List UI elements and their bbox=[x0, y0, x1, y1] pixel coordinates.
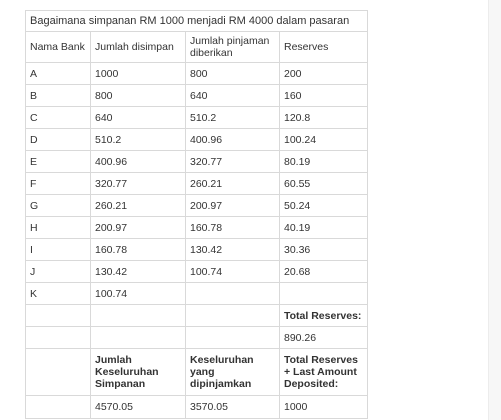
table-data-body bbox=[26, 63, 368, 305]
bank-deposit-table bbox=[25, 10, 368, 419]
cell-bank-name: F bbox=[26, 173, 91, 195]
cell-reserves: 50.24 bbox=[280, 195, 368, 217]
cell-amount-deposited: 130.42 bbox=[91, 261, 186, 283]
cell-amount-loaned: 800 bbox=[186, 63, 280, 85]
total-reserves-label: Total Reserves: bbox=[280, 305, 368, 327]
cell-reserves: 120.8 bbox=[280, 107, 368, 129]
empty-cell bbox=[186, 305, 280, 327]
cell-amount-loaned: 130.42 bbox=[186, 239, 280, 261]
table-title-row bbox=[26, 11, 368, 32]
cell-bank-name: I bbox=[26, 239, 91, 261]
cell-bank-name: C bbox=[26, 107, 91, 129]
table-row bbox=[26, 107, 368, 129]
cell-bank-name: J bbox=[26, 261, 91, 283]
empty-cell bbox=[26, 327, 91, 349]
table-row bbox=[26, 173, 368, 195]
table-row bbox=[26, 85, 368, 107]
cell-amount-deposited: 400.96 bbox=[91, 151, 186, 173]
cell-bank-name: E bbox=[26, 151, 91, 173]
cell-bank-name: B bbox=[26, 85, 91, 107]
table-row bbox=[26, 217, 368, 239]
table-row bbox=[26, 239, 368, 261]
summary-header-total-deposits: Jumlah Keseluruhan Simpanan bbox=[91, 349, 186, 396]
cell-amount-deposited: 1000 bbox=[91, 63, 186, 85]
cell-reserves: 200 bbox=[280, 63, 368, 85]
table-row bbox=[26, 129, 368, 151]
cell-amount-deposited: 510.2 bbox=[91, 129, 186, 151]
cell-amount-deposited: 640 bbox=[91, 107, 186, 129]
summary-header-blank bbox=[26, 349, 91, 396]
cell-bank-name: G bbox=[26, 195, 91, 217]
table-row bbox=[26, 261, 368, 283]
cell-reserves: 30.36 bbox=[280, 239, 368, 261]
cell-amount-loaned: 100.74 bbox=[186, 261, 280, 283]
cell-bank-name: K bbox=[26, 283, 91, 305]
header-reserves: Reserves bbox=[280, 32, 368, 63]
table-header-row bbox=[26, 32, 368, 63]
summary-value-total-loaned: 3570.05 bbox=[186, 396, 280, 419]
header-amount-loaned: Jumlah pinjaman diberikan bbox=[186, 32, 280, 63]
cell-amount-loaned: 510.2 bbox=[186, 107, 280, 129]
total-reserves-value: 890.26 bbox=[280, 327, 368, 349]
cell-bank-name: H bbox=[26, 217, 91, 239]
table-row bbox=[26, 151, 368, 173]
cell-reserves: 80.19 bbox=[280, 151, 368, 173]
summary-value-row bbox=[26, 396, 368, 419]
cell-amount-deposited: 800 bbox=[91, 85, 186, 107]
cell-amount-deposited: 100.74 bbox=[91, 283, 186, 305]
cell-bank-name: A bbox=[26, 63, 91, 85]
total-reserves-label-row bbox=[26, 305, 368, 327]
table-row bbox=[26, 195, 368, 217]
cell-amount-loaned: 400.96 bbox=[186, 129, 280, 151]
empty-cell bbox=[186, 327, 280, 349]
cell-amount-deposited: 260.21 bbox=[91, 195, 186, 217]
cell-reserves: 60.55 bbox=[280, 173, 368, 195]
cell-amount-loaned: 260.21 bbox=[186, 173, 280, 195]
summary-value-total-reserves: 1000 bbox=[280, 396, 368, 419]
header-amount-deposited: Jumlah disimpan bbox=[91, 32, 186, 63]
summary-header-total-loaned: Keseluruhan yang dipinjamkan bbox=[186, 349, 280, 396]
cell-amount-loaned: 320.77 bbox=[186, 151, 280, 173]
cell-amount-deposited: 320.77 bbox=[91, 173, 186, 195]
table-title: Bagaimana simpanan RM 1000 menjadi RM 4000 dalam pasaran bbox=[26, 11, 368, 32]
cell-amount-loaned bbox=[186, 283, 280, 305]
total-reserves-value-row bbox=[26, 327, 368, 349]
header-bank-name: Nama Bank bbox=[26, 32, 91, 63]
cell-reserves: 160 bbox=[280, 85, 368, 107]
summary-value-total-deposits: 4570.05 bbox=[91, 396, 186, 419]
cell-reserves: 20.68 bbox=[280, 261, 368, 283]
cell-reserves: 100.24 bbox=[280, 129, 368, 151]
table-row bbox=[26, 283, 368, 305]
cell-amount-loaned: 160.78 bbox=[186, 217, 280, 239]
summary-value-blank bbox=[26, 396, 91, 419]
cell-amount-deposited: 200.97 bbox=[91, 217, 186, 239]
cell-amount-loaned: 640 bbox=[186, 85, 280, 107]
empty-cell bbox=[91, 305, 186, 327]
cell-amount-loaned: 200.97 bbox=[186, 195, 280, 217]
summary-header-total-reserves: Total Reserves + Last Amount Deposited: bbox=[280, 349, 368, 396]
cell-amount-deposited: 160.78 bbox=[91, 239, 186, 261]
summary-header-row bbox=[26, 349, 368, 396]
cell-reserves: 40.19 bbox=[280, 217, 368, 239]
table-row bbox=[26, 63, 368, 85]
cell-reserves bbox=[280, 283, 368, 305]
cell-bank-name: D bbox=[26, 129, 91, 151]
empty-cell bbox=[91, 327, 186, 349]
page-right-edge bbox=[488, 0, 501, 420]
empty-cell bbox=[26, 305, 91, 327]
